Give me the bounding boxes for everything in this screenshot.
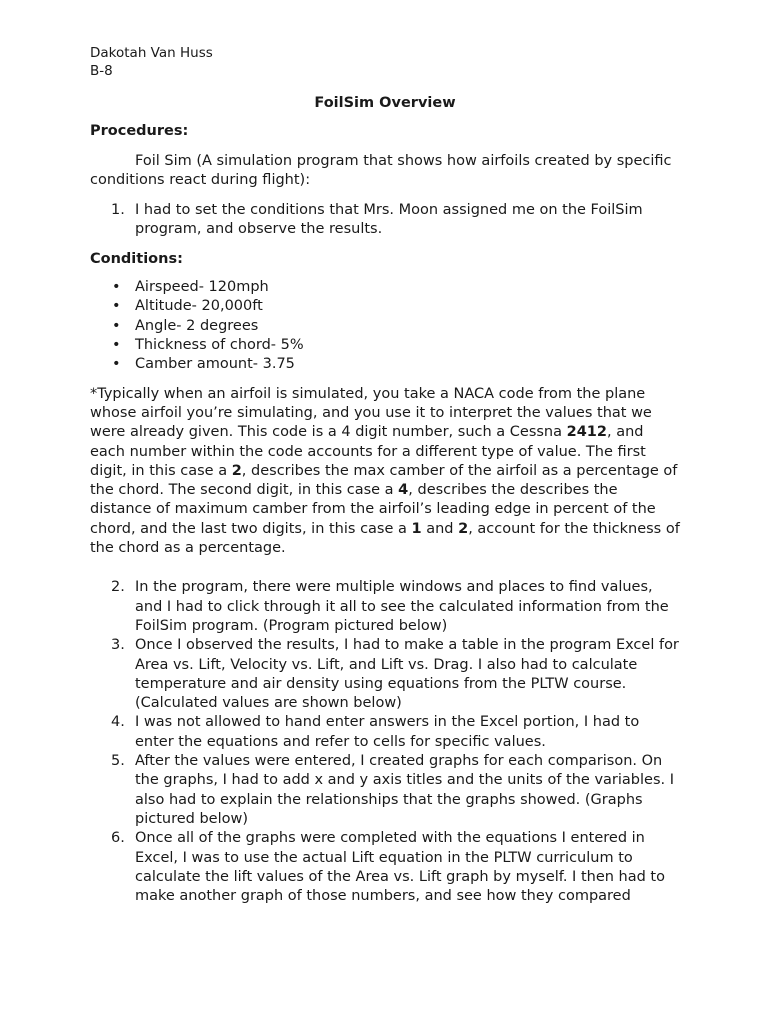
list-item [90,317,680,336]
list-item [90,201,680,240]
list-number: 6. [111,830,125,847]
list-item [90,829,680,906]
bullet-icon: • [112,298,121,315]
list-item-text: I had to set the conditions that Mrs. Moon assigned me on the FoilSim program, and observe the results. [135,201,643,237]
list-item-text: After the values were entered, I created graphs for each comparison. On the graphs, I had to add x and y axis titles and the units of the variables. I also had to explain the relationships that the graphs showed. (Graphs pictured below) [135,753,674,827]
note-bold-value: 4 [398,482,409,499]
note-bold-value: 2 [231,462,242,479]
condition-text: Camber amount- 3.75 [135,356,295,373]
conditions-heading: Conditions: [90,251,183,268]
list-number: 4. [111,714,125,731]
condition-text: Airspeed- 120mph [135,279,269,296]
condition-text: Altitude- 20,000ft [135,298,263,315]
note-text: , and each number within the code accounts for a different type of value. The first digit, in this case a [90,424,646,479]
list-item [90,297,680,316]
class-code: B-8 [90,63,113,79]
note-text: *Typically when an airfoil is simulated, you take a NACA code from the plane whose airfoil you’re simulating, and you use it to interpret the values that we were already given. This code is a 4 digit number, such a Cessna [90,385,652,441]
list-item-text: Once all of the graphs were completed with the equations I entered in Excel, I was to use the actual Lift equation in the PLTW curriculum to calculate the lift values of the Area vs. Lift graph by myself. I then had to make another graph of those numbers, and see how they compared [135,830,665,905]
condition-text: Thickness of chord- 5% [135,337,304,354]
condition-text: Angle- 2 degrees [135,317,259,334]
list-item-text: In the program, there were multiple windows and places to find values, and I had to click through it all to see the calculated information from the FoilSim program. (Program pictured below) [135,579,669,634]
bullet-icon: • [112,337,121,354]
note-bold-value: 2412 [566,424,607,441]
procedures-heading: Procedures: [90,123,189,139]
bullet-icon: • [112,356,121,373]
bullet-icon: • [112,279,121,296]
note-bold-value: 2 [458,520,469,537]
list-item [90,336,680,355]
list-item [90,355,680,374]
note-text: , account for the thickness of the chord as a percentage. [90,520,680,557]
conditions-list [90,278,680,374]
list-number: 2. [111,579,125,596]
author-name: Dakotah Van Huss [90,45,213,61]
list-item [90,278,680,297]
list-number: 3. [111,637,125,654]
list-item [90,578,680,636]
note-text: , describes the describes the distance of maximum camber from the airfoil’s leading edge in percent of the chord, and the last two digits, in this case a [90,482,656,537]
intro-paragraph: Foil Sim (A simulation program that shows how airfoils created by specific conditions react during flight): [90,153,672,189]
note-text: and [421,520,459,537]
document-title: FoilSim Overview [314,95,456,111]
bullet-icon: • [112,317,121,334]
steps-list-first [90,201,680,240]
naca-note-paragraph [90,385,680,559]
document-page [90,44,680,906]
list-number: 5. [111,753,125,770]
list-item [90,752,680,829]
steps-list-rest [90,578,680,906]
list-item-text: I was not allowed to hand enter answers in the Excel portion, I had to enter the equations and refer to cells for specific values. [135,714,640,750]
note-bold-value: 1 [411,520,422,537]
note-text: , describes the max camber of the airfoil as a percentage of the chord. The second digit, in this case a [90,462,678,499]
list-item [90,713,680,752]
list-number: 1. [111,201,125,218]
list-item [90,636,680,713]
list-item-text: Once I observed the results, I had to make a table in the program Excel for Area vs. Lift, Velocity vs. Lift, and Lift vs. Drag. I also had to calculate temperature and air density using equations from the PLTW course. (Calculated values are shown below) [135,637,679,712]
